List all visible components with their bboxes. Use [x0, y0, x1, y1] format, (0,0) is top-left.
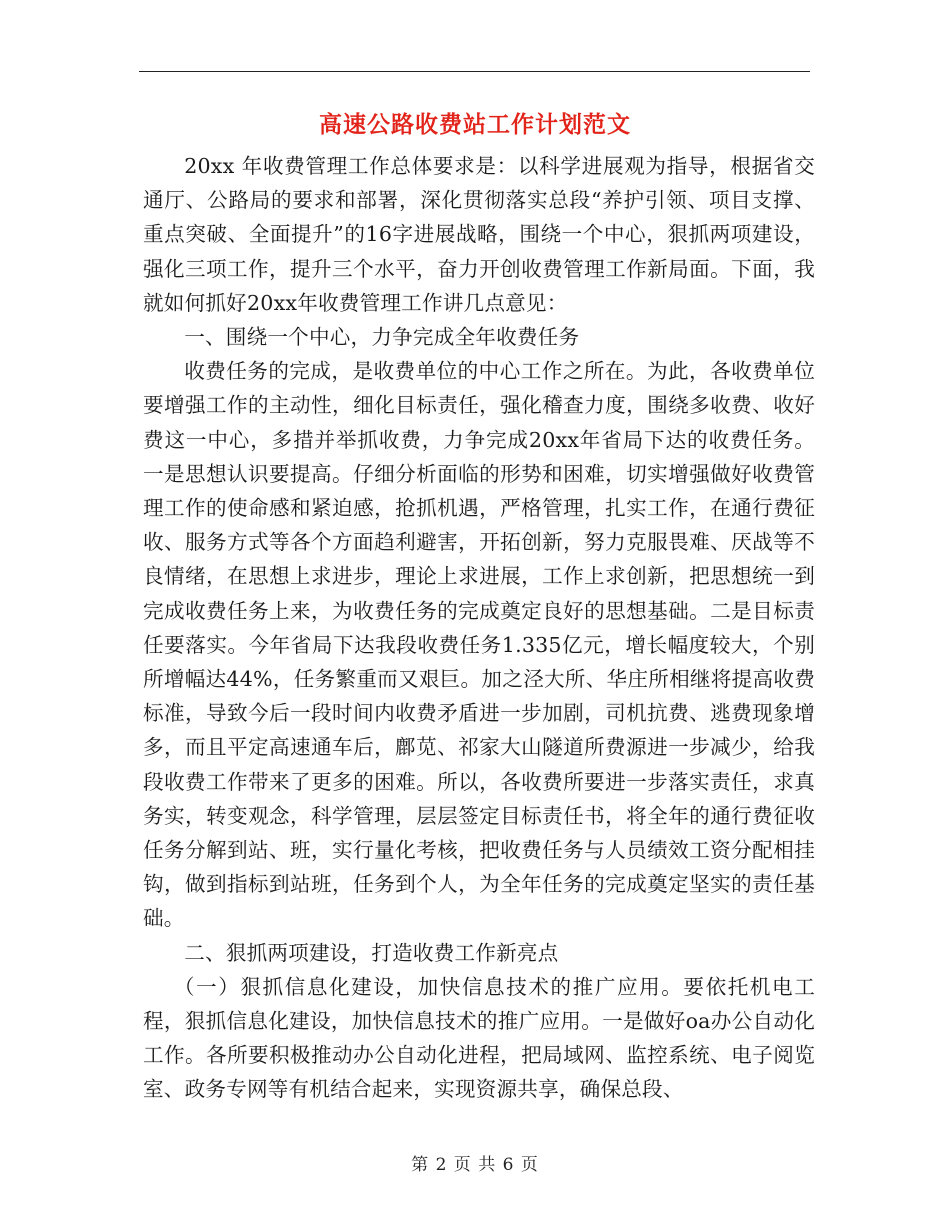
- document-body: [143, 149, 815, 1107]
- section-heading-2: 二、狠抓两项建设，打造收费工作新亮点: [184, 940, 559, 965]
- document-title: 高速公路收费站工作计划范文: [319, 111, 631, 138]
- header-rule: [139, 71, 810, 72]
- page-footer: 第 2 页 共 6 页: [411, 1155, 539, 1175]
- paragraph-section-2-1: （一）狠抓信息化建设，加快信息技术的推广应用。要依托机电工程，狠抓信息化建设，加快信息技术的推广应用。一是做好oa办公自动化工作。各所要积极推动办公自动化进程，把局域网、监控系统、电子阅览室、政务专网等有机结合起来，实现资源共享，确保总段、: [143, 974, 815, 1102]
- paragraph-section-1: 收费任务的完成，是收费单位的中心工作之所在。为此，各收费单位要增强工作的主动性，细化目标责任，强化稽查力度，围绕多收费、收好费这一中心，多措并举抓收费，力争完成20xx年省局下达的收费任务。一是思想认识要提高。仔细分析面临的形势和困难，切实增强做好收费管理工作的使命感和紧迫感，抢抓机遇，严格管理，扎实工作，在通行费征收、服务方式等各个方面趋利避害，开拓创新，努力克服畏难、厌战等不良情绪，在思想上求进步，理论上求进展，工作上求创新，把思想统一到完成收费任务上来，为收费任务的完成奠定良好的思想基础。二是目标责任要落实。今年省局下达我段收费任务1.335亿元，增长幅度较大，个别所增幅达44%，任务繁重而又艰巨。加之泾大所、华庄所相继将提高收费标准，导致今后一段时间内收费矛盾进一步加剧，司机抗费、逃费现象增多，而且平定高速通车后，鄜苋、祁家大山隧道所费源进一步减少，给我段收费工作带来了更多的困难。所以，各收费所要进一步落实责任，求真务实，转变观念，科学管理，层层签定目标责任书，将全年的通行费征收任务分解到站、班，实行量化考核，把收费任务与人员绩效工资分配相挂钩，做到指标到站班，任务到个人，为全年任务的完成奠定坚实的责任基础。: [143, 359, 815, 931]
- paragraph-intro: 20xx 年收费管理工作总体要求是：以科学进展观为指导，根据省交通厅、公路局的要求和部署，深化贯彻落实总段“养护引领、项目支撑、重点突破、全面提升”的16字进展战略，围绕一个中心，狠抓两项建设，强化三项工作，提升三个水平，奋力开创收费管理工作新局面。下面，我就如何抓好20xx年收费管理工作讲几点意见：: [143, 154, 815, 315]
- section-heading-1: 一、围绕一个中心，力争完成全年收费任务: [184, 325, 580, 350]
